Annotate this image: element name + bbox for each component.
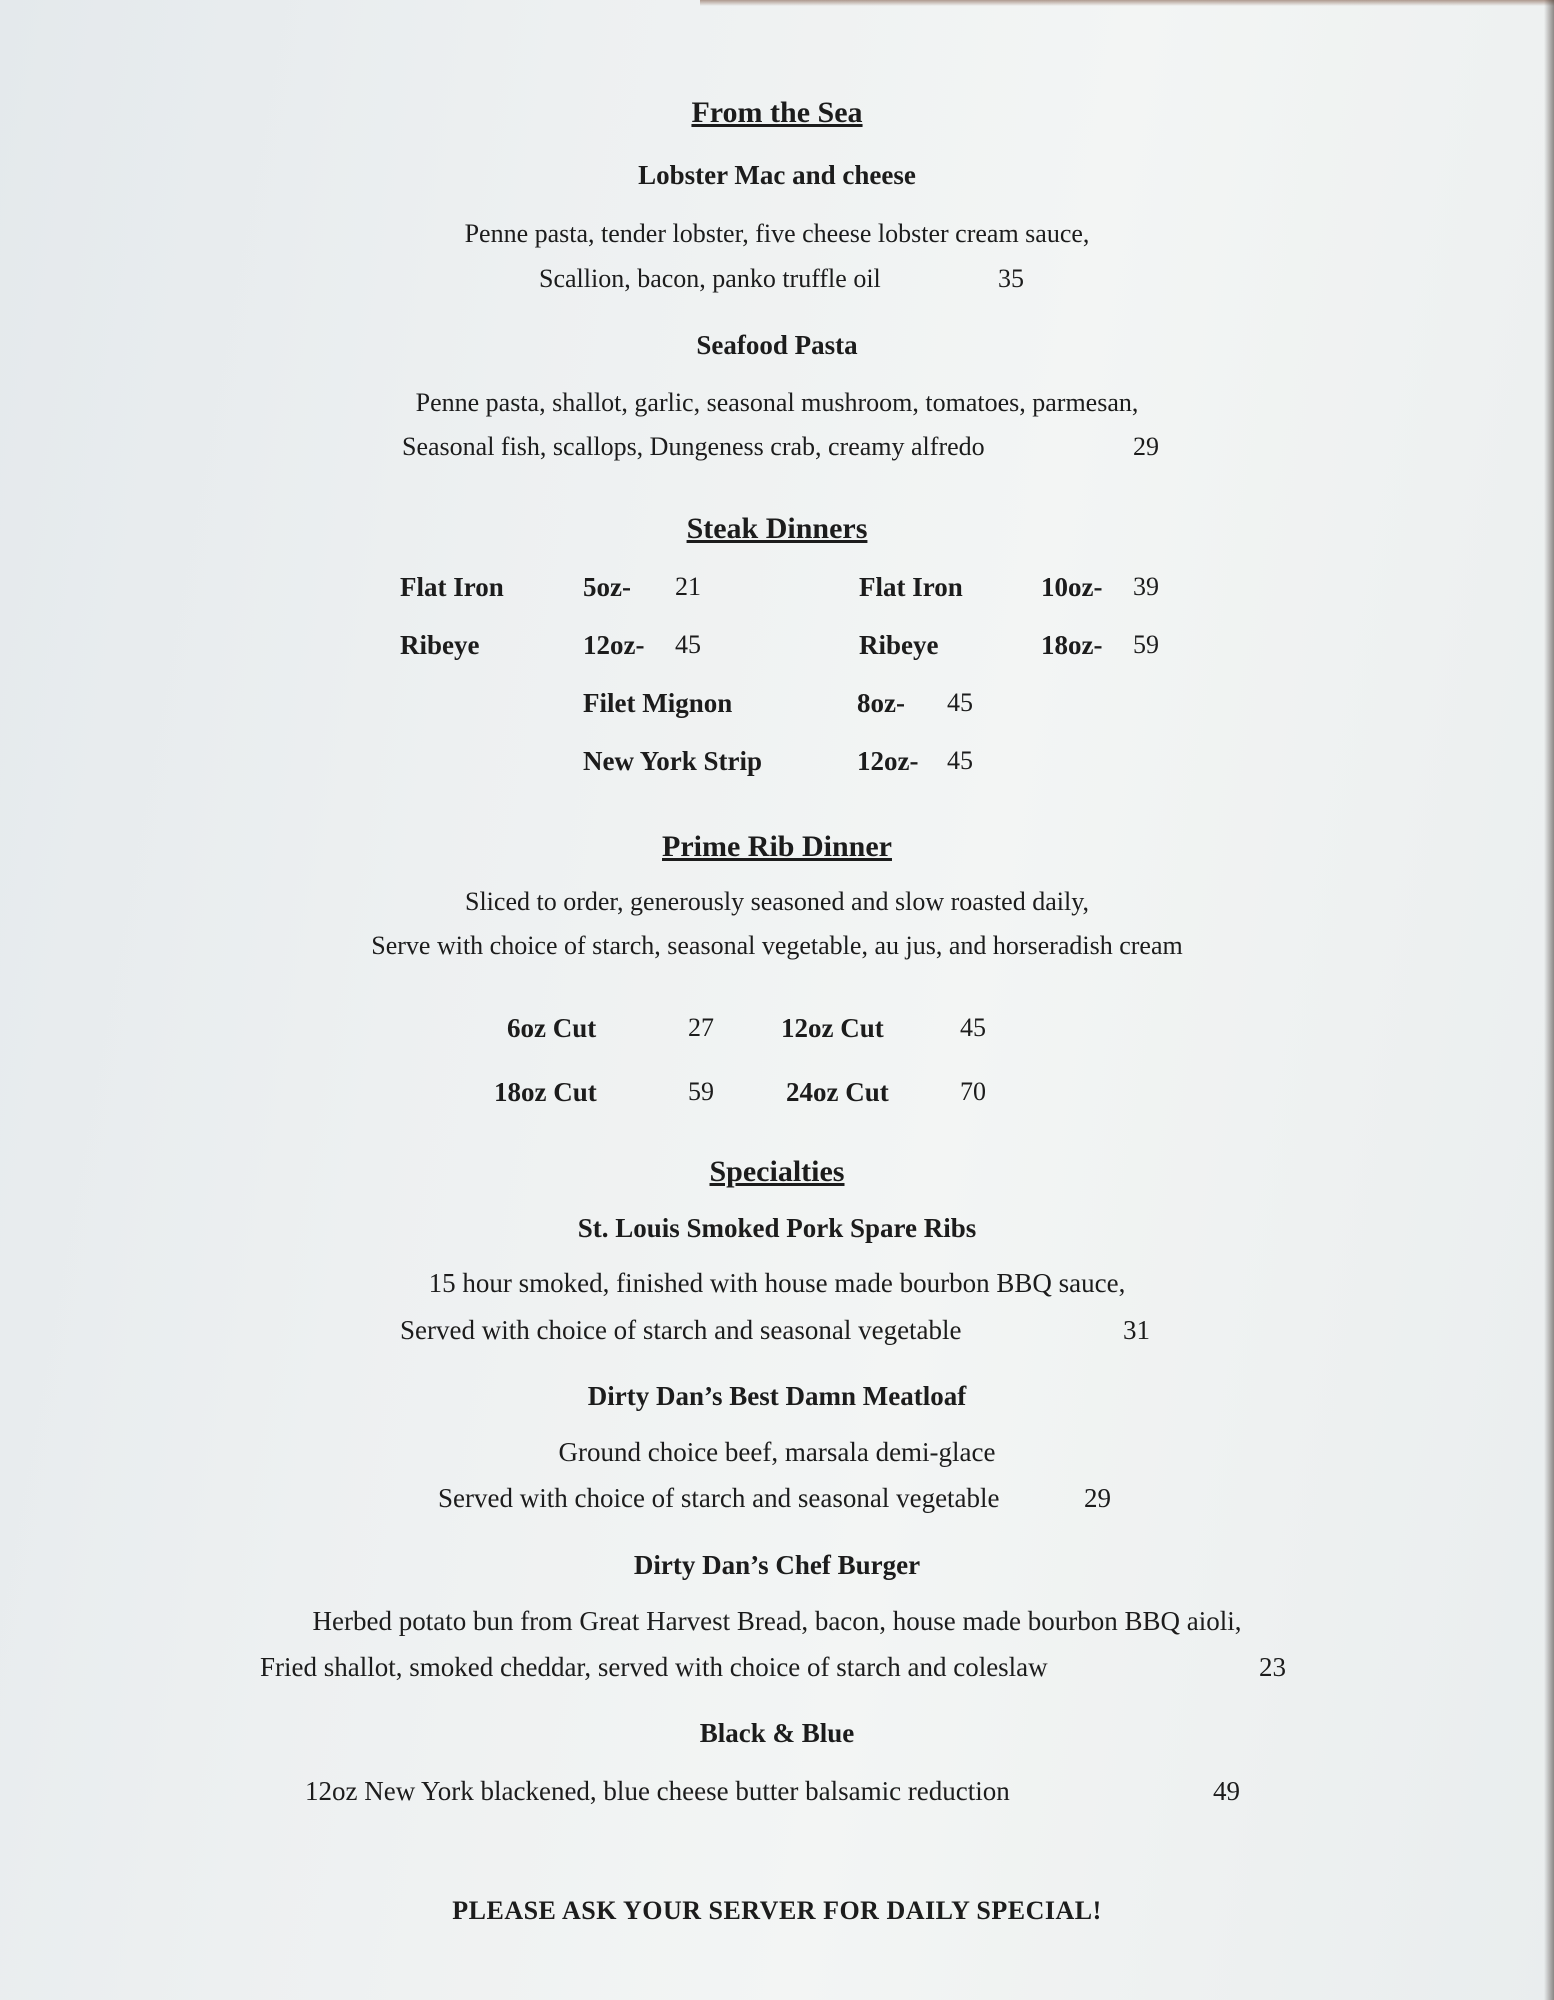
item-price-seafood-pasta: 29: [1133, 432, 1159, 461]
steak-price: 45: [675, 630, 701, 659]
steak-name: New York Strip: [583, 746, 762, 776]
item-price-meatloaf: 29: [1084, 1483, 1111, 1513]
prime-rib-cut-label: 6oz Cut: [507, 1013, 597, 1043]
steak-price: 59: [1133, 630, 1159, 659]
steak-size: 8oz-: [857, 688, 905, 718]
item-desc-chef-burger-line2: Fried shallot, smoked cheddar, served with choice of starch and coleslaw: [260, 1652, 1048, 1682]
prime-rib-desc-line1: Sliced to order, generously seasoned and slow roasted daily,: [465, 887, 1089, 916]
steak-name: Flat Iron: [859, 572, 963, 602]
section-heading-from-the-sea: From the Sea: [691, 96, 863, 129]
paper-edge: [700, 0, 1554, 6]
item-title-seafood-pasta: Seafood Pasta: [696, 330, 858, 360]
section-heading-steak-dinners: Steak Dinners: [686, 512, 868, 545]
steak-price: 45: [947, 688, 973, 717]
section-heading-prime-rib: Prime Rib Dinner: [662, 830, 892, 863]
item-title-spare-ribs: St. Louis Smoked Pork Spare Ribs: [577, 1213, 977, 1243]
prime-rib-cut-price: 70: [960, 1077, 986, 1106]
item-title-chef-burger: Dirty Dan’s Chef Burger: [633, 1550, 921, 1580]
item-desc-spare-ribs-line2: Served with choice of starch and seasonal vegetable: [400, 1315, 962, 1345]
item-price-chef-burger: 23: [1259, 1652, 1286, 1682]
steak-size: 5oz-: [583, 572, 631, 602]
item-desc-meatloaf-line2: Served with choice of starch and seasonal vegetable: [438, 1483, 1000, 1513]
steak-size: 10oz-: [1041, 572, 1103, 602]
prime-rib-cut-price: 27: [688, 1013, 714, 1042]
item-desc-spare-ribs-line1: 15 hour smoked, finished with house made bourbon BBQ sauce,: [428, 1268, 1126, 1298]
prime-rib-cut-price: 45: [960, 1013, 986, 1042]
prime-rib-cut-label: 12oz Cut: [781, 1013, 884, 1043]
item-price-black-and-blue: 49: [1213, 1776, 1240, 1806]
section-heading-specialties: Specialties: [709, 1155, 845, 1188]
steak-name: Filet Mignon: [583, 688, 733, 718]
steak-price: 21: [675, 572, 701, 601]
prime-rib-desc-line2: Serve with choice of starch, seasonal vegetable, au jus, and horseradish cream: [371, 931, 1183, 960]
steak-size: 12oz-: [857, 746, 919, 776]
item-price-spare-ribs: 31: [1123, 1315, 1150, 1345]
item-desc-lobster-mac-line2: Scallion, bacon, panko truffle oil: [539, 264, 881, 293]
prime-rib-cut-label: 18oz Cut: [494, 1077, 597, 1107]
steak-price: 39: [1133, 572, 1159, 601]
steak-size: 12oz-: [583, 630, 645, 660]
item-title-black-and-blue: Black & Blue: [699, 1718, 855, 1748]
item-title-meatloaf: Dirty Dan’s Best Damn Meatloaf: [587, 1381, 967, 1411]
item-desc-seafood-pasta-line2: Seasonal fish, scallops, Dungeness crab, creamy alfredo: [402, 432, 985, 461]
steak-price: 45: [947, 746, 973, 775]
daily-special-note: PLEASE ASK YOUR SERVER FOR DAILY SPECIAL!: [452, 1896, 1102, 1925]
item-desc-lobster-mac-line1: Penne pasta, tender lobster, five cheese lobster cream sauce,: [464, 219, 1090, 248]
steak-name: Flat Iron: [400, 572, 504, 602]
steak-name: Ribeye: [400, 630, 480, 660]
steak-name: Ribeye: [859, 630, 939, 660]
prime-rib-cut-price: 59: [688, 1077, 714, 1106]
item-desc-black-and-blue: 12oz New York blackened, blue cheese butter balsamic reduction: [305, 1776, 1010, 1806]
item-desc-meatloaf-line1: Ground choice beef, marsala demi-glace: [558, 1437, 996, 1467]
item-desc-seafood-pasta-line1: Penne pasta, shallot, garlic, seasonal mushroom, tomatoes, parmesan,: [415, 388, 1139, 417]
prime-rib-cut-label: 24oz Cut: [786, 1077, 889, 1107]
steak-size: 18oz-: [1041, 630, 1103, 660]
paper-shadow: [1544, 0, 1554, 2000]
item-desc-chef-burger-line1: Herbed potato bun from Great Harvest Bread, bacon, house made bourbon BBQ aioli,: [312, 1606, 1242, 1636]
item-price-lobster-mac: 35: [998, 264, 1024, 293]
item-title-lobster-mac: Lobster Mac and cheese: [638, 160, 916, 190]
